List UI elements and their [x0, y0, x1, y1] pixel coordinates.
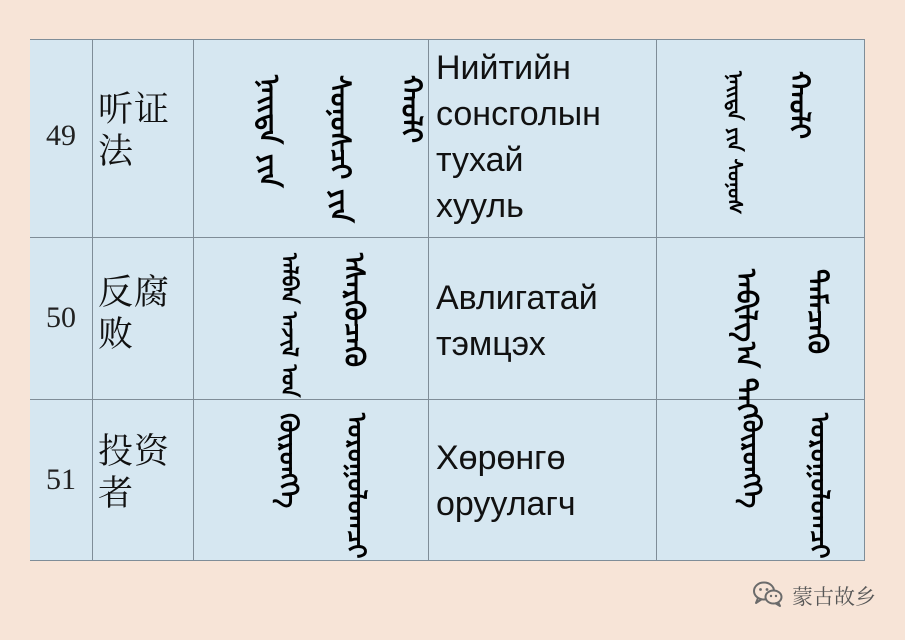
cyrillic-line: Нийтийн: [436, 49, 571, 87]
chinese-term: 听证法: [98, 90, 171, 172]
mongolian-traditional-term: [270, 253, 379, 397]
mongolian-word: ᠰᠣᠨᠣᠰᠴᠢ ᠶᠢᠨ: [324, 75, 357, 223]
mongolian-traditional-term: [265, 413, 379, 559]
mongolian-word: ᠠᠪᠢᠯᠭ᠎ᠠ ᠲᠠᠢ: [730, 269, 763, 419]
row-number: 49: [46, 119, 76, 152]
row-divider: [30, 237, 865, 238]
wechat-icon: [752, 580, 784, 612]
cyrillic-line: сонсголын: [436, 95, 601, 133]
mongolian-word: ᠬᠠᠤᠯᠢ: [395, 75, 428, 144]
mongolian-word: ᠡᠰᠡᠷᠭᠦᠴᠡᠬᠦ: [338, 253, 371, 368]
mongolian-word: ᠬᠠᠤᠯᠢ: [783, 71, 816, 140]
mongolian-traditional-term: [245, 75, 436, 223]
mongolian-word: ᠲᠡᠮᠡᠴᠡᠬᠦ: [801, 269, 834, 355]
mongolian-word: ᠣᠷᠣᠭᠤᠯᠤᠭᠴᠢ: [804, 413, 834, 559]
cyrillic-line: тэмцэх: [436, 325, 546, 363]
cyrillic-term: [436, 275, 651, 367]
row-number: 51: [46, 463, 76, 496]
mongolian-mongolia-term: [728, 413, 842, 559]
chinese-term: 投资者: [98, 432, 171, 514]
column-divider: [92, 39, 93, 561]
cyrillic-line: хууль: [436, 187, 524, 225]
cyrillic-line: Авлигатай: [436, 279, 598, 317]
watermark: [752, 580, 876, 612]
watermark-label: 蒙古故乡: [792, 585, 876, 609]
cyrillic-term: [436, 45, 651, 229]
mongolian-mongolia-term: [722, 269, 842, 419]
mongolian-word: ᠣᠷᠣᠭᠤᠯᠤᠭᠴᠢ: [341, 413, 371, 559]
cyrillic-line: Хөрөнгө: [436, 439, 566, 477]
vocabulary-table: [30, 39, 865, 561]
mongolian-word: ᠨᠡᠢᠲᠡ ᠶᠢᠨ: [253, 75, 286, 188]
column-divider: [193, 39, 194, 561]
mongolian-word: ᠠᠯᠪᠠᠨ ᠠᠵᠢᠯ ᠤᠨ: [276, 253, 302, 398]
mongolian-word: ᠬᠥᠷᠥᠩᠭᠡ: [273, 413, 303, 509]
chinese-term: 反腐败: [98, 273, 171, 355]
cyrillic-term: [436, 435, 651, 527]
cyrillic-line: тухай: [436, 141, 524, 179]
column-divider: [656, 39, 657, 561]
row-number: 50: [46, 301, 76, 334]
row-divider: [30, 560, 865, 561]
column-divider: [864, 39, 865, 561]
mongolian-word: ᠨᠡᠢᠲᠡ ᠶᠢᠨ ᠰᠣᠨᠣᠰ: [723, 71, 747, 215]
row-divider: [30, 39, 865, 40]
cyrillic-line: оруулагч: [436, 485, 576, 523]
mongolian-word: ᠬᠥᠷᠥᠩᠭᠡ: [736, 413, 766, 509]
mongolian-mongolia-term: [718, 71, 824, 214]
